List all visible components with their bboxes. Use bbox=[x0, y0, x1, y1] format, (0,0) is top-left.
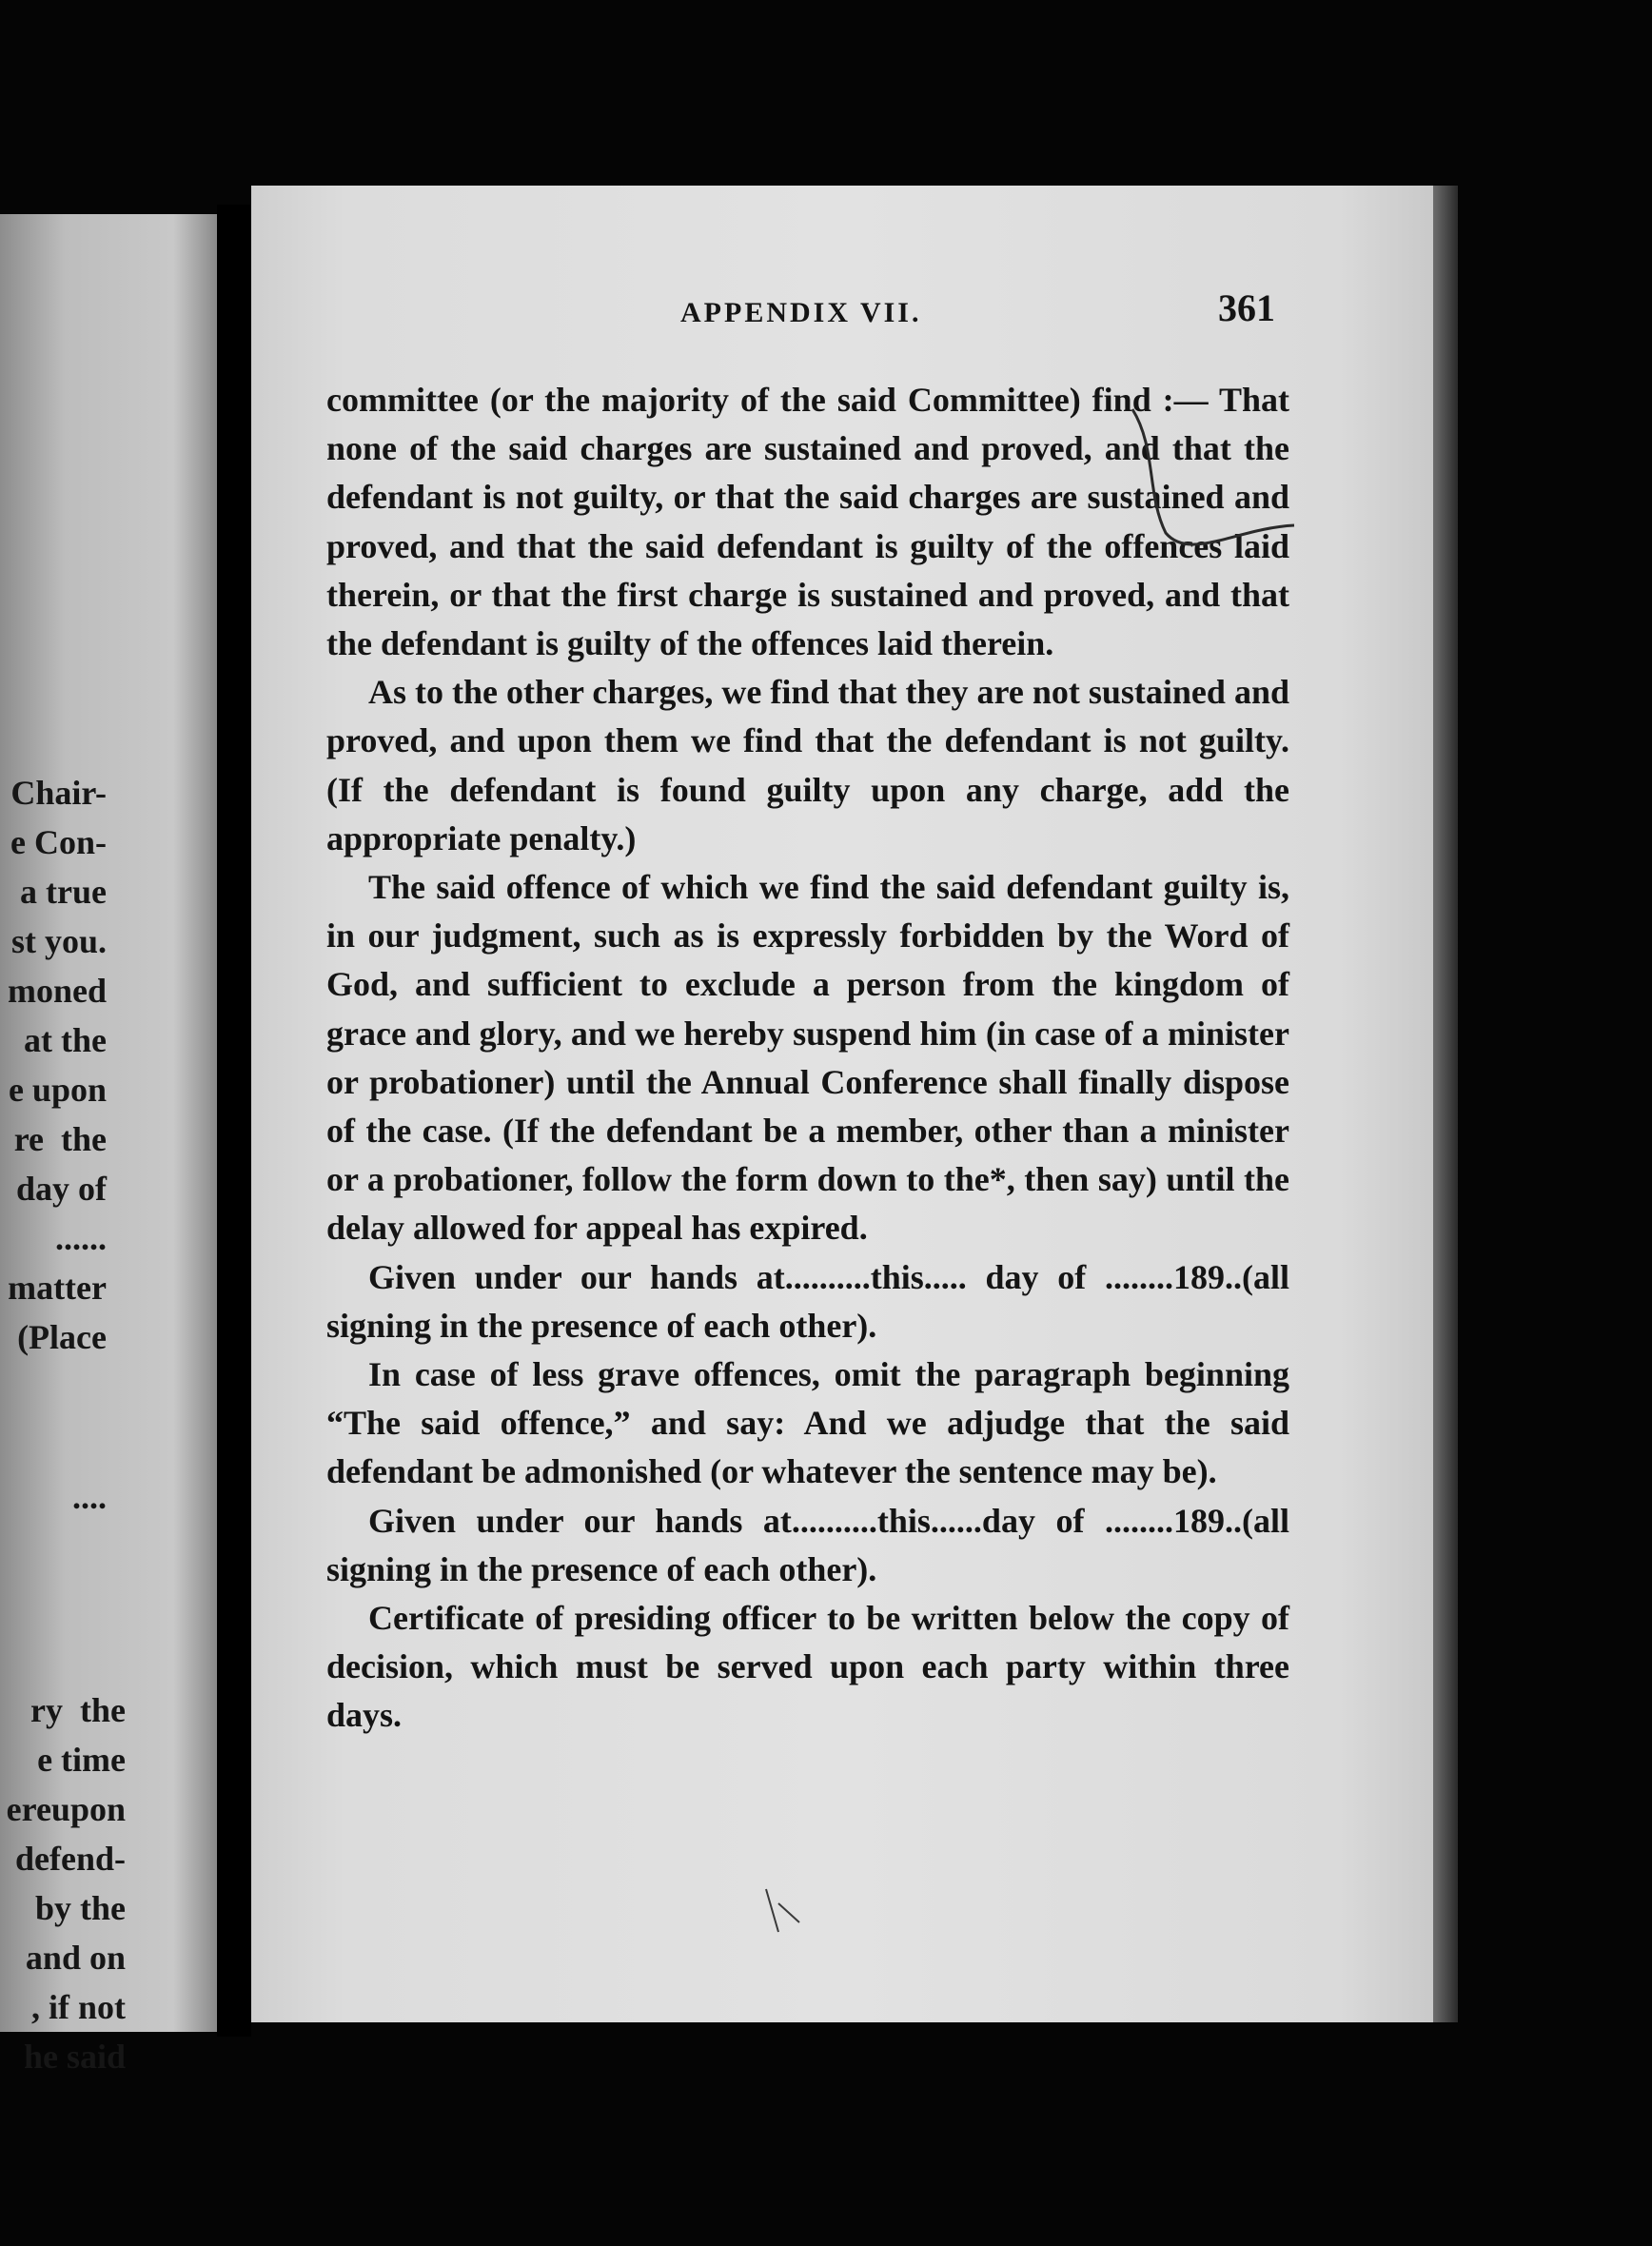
paragraph-committee-finding: committee (or the majority of the said Committee) find :— That none of the said charges are sustained and proved, and that the defendant is not guilty, or that the said charges are sustained and proved, and that the said defendant is guilty of the offences laid therein, or that the first charge is sustained and proved, and that the defendant is guilty of the offences laid therein. bbox=[326, 381, 1289, 663]
paragraph-given-under-hands-1: Given under our hands at..........this..... day of ........189..(all signing in the presence of each other). bbox=[326, 1257, 1289, 1345]
paragraph-other-charges: As to the other charges, we find that they are not sustained and proved, and upon them we find that the defendant is not guilty. (If the defendant is found guilty upon any charge, add the appropriate penalty.) bbox=[326, 673, 1289, 857]
paragraph-less-grave-offences: In case of less grave offences, omit the paragraph beginning “The said offence,” and say: And we adjudge that the said defendant be admonished (or whatever the sentence may be). bbox=[326, 1355, 1289, 1491]
page-number: 361 bbox=[1218, 286, 1275, 329]
paragraph-certificate: Certificate of presiding officer to be written below the copy of decision, which must be served upon each party within three days. bbox=[326, 1599, 1289, 1735]
paragraph-said-offence: The said offence of which we find the said defendant guilty is, in our judgment, such as is expressly forbidden by the Word of God, and sufficient to exclude a person from the kingdom of grace and glory, and we hereby suspend him (in case of a minister or probationer) until the Annual Conference shall finally dispose of the case. (If the defendant be a member, other than a minister or a probationer, follow the form down to the*, then say) until the delay allowed for appeal has expired. bbox=[326, 868, 1289, 1248]
paragraph-given-under-hands-2: Given under our hands at..........this......day of ........189..(all signing in the presence of each other). bbox=[326, 1501, 1289, 1588]
left-page-fragments-bottom: ry the e time ereupon defend- by the and on , if not he said bbox=[6, 1691, 126, 2076]
running-head: APPENDIX VII. bbox=[680, 297, 922, 328]
left-page-fragments-mid: .... bbox=[72, 1478, 107, 1516]
left-page-fragments-top: Chair- e Con- a true st you. moned at the e upon re the day of ...... matter (Place bbox=[7, 774, 107, 1356]
